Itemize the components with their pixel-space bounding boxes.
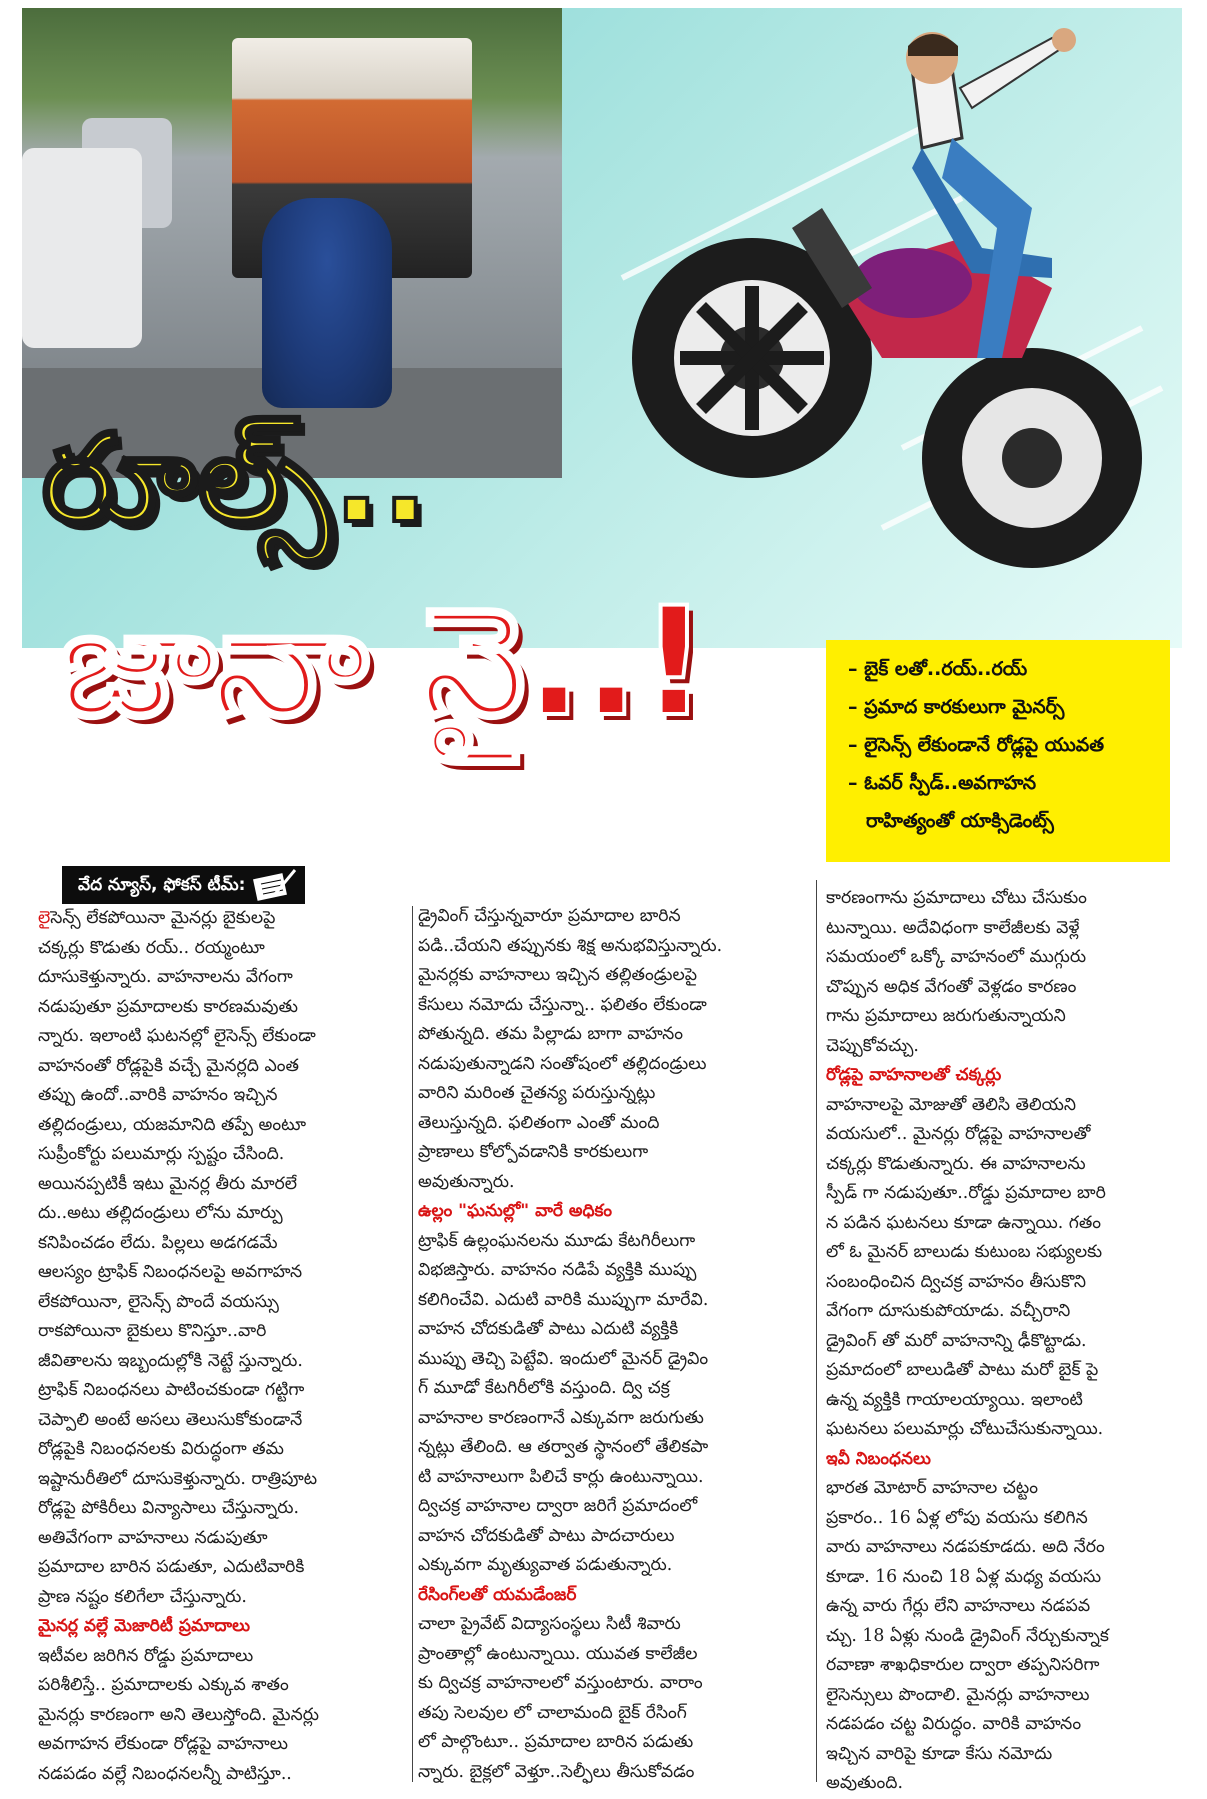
article-line: టున్నాయి. అదేవిధంగా కాలేజీలకు వెళ్లే — [826, 917, 1080, 938]
article-line: ఉన్న వారు గేర్లు లేని వాహనాలు నడపవ — [826, 1596, 1091, 1616]
article-line: కనిపించడం లేదు. పిల్లలు అడగడమే — [38, 1232, 278, 1253]
article-line: ద్విచక్ర వాహనాల ద్వారా జరిగే ప్రమాదంలో — [418, 1496, 698, 1516]
article-line: చాలా ప్రైవేట్ విద్యాసంస్థలు సిటీ శివారు — [418, 1614, 681, 1634]
article-line: వారిని మరింత చైతన్య పరుస్తున్నట్లు — [418, 1083, 656, 1103]
article-line: లైసెన్స్ లేకపోయినా మైనర్లు బైకులపై — [38, 908, 276, 928]
article-line: ఇచ్చిన వారిపై కూడా కేసు నమోదు — [826, 1743, 1053, 1764]
article-line: డ్రైవింగ్ చేస్తున్నవారూ ప్రమాదాల బారిన — [418, 906, 681, 926]
article-line: వారు వాహనాలు నడపకూడదు. అది నేరం — [826, 1537, 1105, 1557]
article-line: చక్కర్లు కొడుతున్నారు. ఈ వాహనాలను — [826, 1153, 1086, 1174]
article-column-3 — [826, 884, 1178, 1799]
article-line: చ్చు. 18 ఏళ్లు నుండి డ్రైవింగ్ నేర్చుకున్నాక — [826, 1625, 1109, 1646]
headline-line-2: జానా నై..! — [60, 576, 708, 750]
article-line: న్నారు. ఇలాంటి ఘటనల్లో లైసెన్స్ లేకుండా — [38, 1026, 316, 1046]
article-line: టి వాహనాలుగా పిలిచే కార్లు ఉంటున్నాయి. — [418, 1466, 704, 1487]
article-line: ప్రమాదంలో బాలుడితో పాటు మరో బైక్ పై — [826, 1360, 1099, 1380]
article-line: వాహన చోదకుడితో పాటు పాదచారులు — [418, 1525, 675, 1546]
writing-hand-icon — [253, 868, 299, 902]
article-line: తప్పు ఉందో..వారికి వాహనం ఇచ్చిన — [38, 1085, 278, 1105]
bullet-item: రాహిత్యంతో యాక్సిడెంట్స్ — [866, 810, 1054, 832]
article-line: నడపడం వల్లే నిబంధనలన్నీ పాటిస్తూ.. — [38, 1763, 292, 1784]
article-line: లేకపోయినా, లైసెన్స్ పొందే వయస్సు — [38, 1291, 279, 1312]
article-line: ఆలస్యం ట్రాఫిక్ నిబంధనలపై అవగాహన — [38, 1262, 303, 1282]
article-line: కేసులు నమోదు చేస్తున్నా.. ఫలితం లేకుండా — [418, 994, 707, 1015]
article-line: ఎక్కువగా మృత్యువాత పడుతున్నారు. — [418, 1555, 673, 1575]
byline — [62, 866, 305, 904]
subheading: ఉల్లం "ఘనుల్లో" వారే అధికం — [418, 1201, 612, 1221]
article-line: ప్రమాదాల బారిన పడుతూ, ఎదుటివారికి — [38, 1557, 305, 1577]
article-line: ప్రకారం.. 16 ఏళ్ల లోపు వయసు కలిగిన — [826, 1507, 1088, 1528]
article-line: చెప్పాలి అంటే అసలు తెలుసుకోకుండానే — [38, 1409, 303, 1430]
article-line: దూసుకెళ్తున్నారు. వాహనాలను వేగంగా — [38, 967, 293, 987]
article-line: ఇటీవల జరిగిన రోడ్డు ప్రమాదాలు — [38, 1645, 254, 1666]
column-divider — [816, 880, 817, 1782]
bike-stunt-illustration — [582, 28, 1182, 588]
car — [22, 148, 142, 348]
article-line: ఘటనలు పలుమార్లు చోటుచేసుకున్నాయి. — [826, 1419, 1104, 1439]
article-line: లో పాల్గొంటూ.. ప్రమాదాల బారిన పడుతు — [418, 1732, 694, 1752]
article-column-1 — [38, 904, 410, 1789]
article-line: పోతున్నది. తమ పిల్లాడు బాగా వాహనం — [418, 1024, 684, 1044]
article-line: లైసెన్సులు పొందాలి. మైనర్లు వాహనాలు — [826, 1684, 1090, 1705]
article-line: ఇష్టానురీతిలో దూసుకెళ్తున్నారు. రాత్రిపూట — [38, 1468, 318, 1489]
drop-cap: లై — [38, 908, 51, 928]
article-line: రోడ్లపై పోకిరీలు విన్యాసాలు చేస్తున్నారు. — [38, 1498, 299, 1518]
article-line: తెలుస్తున్నది. ఫలితంగా ఎంతో మంది — [418, 1112, 660, 1133]
hero-image — [22, 8, 1182, 648]
article-line: మైనర్లు కారణంగా అని తెలుస్తోంది. మైనర్లు — [38, 1704, 319, 1725]
article-line: వేగంగా దూసుకుపోయాడు. వచ్చీరాని — [826, 1301, 1071, 1321]
motorcycle-rider — [262, 198, 392, 408]
article-line: వాహనంతో రోడ్లపైకి వచ్చే మైనర్లది ఎంత — [38, 1055, 299, 1076]
article-line: తల్లిదండ్రులు, యజమానిది తప్పే అంటూ — [38, 1114, 306, 1135]
article-line: జీవితాలను ఇబ్బందుల్లోకి నెట్టే స్తున్నారు. — [38, 1350, 303, 1371]
article-line: చొప్పున అధిక వేగంతో వెళ్లడం కారణం — [826, 976, 1077, 997]
article-line: నడపడం చట్ట విరుద్ధం. వారికి వాహనం — [826, 1714, 1082, 1734]
bullet-item: – బైక్ లతో..రయ్..రయ్ — [848, 658, 1028, 680]
subheading: రేసింగ్‌లతో యమడేంజర్ — [418, 1584, 577, 1605]
bullet-item: – ప్రమాద కారకులుగా మైనర్స్ — [848, 696, 1065, 718]
article-line: ప్రాణాలు కోల్పోవడానికి కారకులుగా — [418, 1142, 649, 1162]
article-line: కూడా. 16 నుంచి 18 ఏళ్ల మధ్య వయసు — [826, 1566, 1102, 1587]
article-line: లో ఓ మైనర్ బాలుడు కుటుంబ సభ్యులకు — [826, 1242, 1103, 1262]
article-line: వాహనాల కారణంగానే ఎక్కువగా జరుగుతు — [418, 1407, 704, 1428]
article-line: సంబంధించిన ద్విచక్ర వాహనం తీసుకొని — [826, 1271, 1087, 1292]
article-line: న పడిన ఘటనలు కూడా ఉన్నాయి. గతం — [826, 1212, 1102, 1233]
headline-line-1: రూల్స్.. — [42, 408, 431, 550]
article-line: వాహన చోదకుడితో పాటు ఎదుటి వ్యక్తికి — [418, 1319, 679, 1339]
subheading: మైనర్ల వల్లే మెజారిటీ ప్రమాదాలు — [38, 1616, 251, 1636]
article-line: చెప్పుకోవచ్చు. — [826, 1035, 919, 1056]
article-line: దు..అటు తల్లిదండ్రులు లోను మార్పు — [38, 1203, 283, 1223]
article-line: ట్రాఫిక్ నిబంధనలు పాటించకుండా గట్టిగా — [38, 1380, 305, 1400]
article-line: సుప్రీంకోర్టు పలుమార్లు స్పష్టం చేసింది. — [38, 1144, 285, 1164]
article-line: చక్కర్లు కొడుతు రయ్.. రయ్మంటూ — [38, 937, 265, 958]
article-line: వయసులో.. మైనర్లు రోడ్లపై వాహనాలతో — [826, 1124, 1091, 1144]
article-line: గ్ మూడో కేటగిరీలోకి వస్తుంది. ద్వి చక్ర — [418, 1378, 670, 1398]
article-line: న్నట్లు తేలింది. ఆ తర్వాత స్థానంలో తేలికపా — [418, 1437, 709, 1457]
article-line: పరిశీలిస్తే.. ప్రమాదాలకు ఎక్కువ శాతం — [38, 1675, 289, 1695]
article-line: కలిగించేవి. ఎదుటి వారికి ముప్పుగా మారేవి. — [418, 1289, 709, 1310]
byline-text: వేద న్యూస్, ఫోకస్ టీమ్: — [78, 875, 246, 895]
article-line: విభజిస్తారు. వాహనం నడిపే వ్యక్తికి ముప్పు — [418, 1260, 697, 1280]
article-line: వాహనాలపై మోజుతో తెలిసి తెలియని — [826, 1094, 1077, 1115]
article-line: ప్రాంతాల్లో ఉంటున్నాయి. యువత కాలేజీల — [418, 1643, 698, 1664]
article-line: స్పీడ్ గా నడుపుతూ..రోడ్డు ప్రమాదాల బారి — [826, 1183, 1106, 1203]
bullet-item: – ఓవర్ స్పీడ్..అవగాహన — [848, 772, 1037, 794]
article-line: నడుపుతూ ప్రమాదాలకు కారణమవుతు — [38, 996, 298, 1017]
article-line: ట్రాఫిక్ ఉల్లంఘనలను మూడు కేటగిరీలుగా — [418, 1230, 696, 1251]
article-line: న్నారు. బైక్లలో వెళ్తూ..సెల్ఫీలు తీసుకోవడం — [418, 1761, 695, 1782]
article-line: అతివేగంగా వాహనాలు నడుపుతూ — [38, 1527, 268, 1548]
article-line: రోడ్లపైకి నిబంధనలకు విరుద్ధంగా తమ — [38, 1439, 284, 1459]
article-line: అయినప్పటికీ ఇటు మైనర్ల తీరు మారలే — [38, 1173, 298, 1194]
article-line: అవగాహన లేకుండా రోడ్లపై వాహనాలు — [38, 1734, 288, 1754]
bullet-item: – లైసెన్స్ లేకుండానే రోడ్లపై యువత — [848, 734, 1105, 756]
highlight-box — [826, 640, 1170, 862]
article-line: డ్రైవింగ్ తో మరో వాహనాన్ని ఢీకొట్టాడు. — [826, 1330, 1087, 1351]
article-line: గాను ప్రమాదాలు జరుగుతున్నాయని — [826, 1006, 1066, 1026]
subheading: ఇవీ నిబంధనలు — [826, 1448, 931, 1469]
article-line: నడుపుతున్నాడని సంతోషంలో తల్లిదండ్రులు — [418, 1053, 707, 1074]
column-divider — [412, 906, 413, 1782]
article-line: కు ద్విచక్ర వాహనాలలో వస్తుంటారు. వారాం — [418, 1673, 703, 1693]
article-line: ప్రాణ నష్టం కలిగేలా చేస్తున్నారు. — [38, 1586, 247, 1607]
article-line: రవాణా శాఖధికారుల ద్వారా తప్పనిసరిగా — [826, 1655, 1100, 1675]
article-line: సమయంలో ఒక్కో వాహనంలో ముగ్గురు — [826, 947, 1087, 967]
article-line: అవుతున్నారు. — [418, 1171, 515, 1192]
article-line: కారణంగాను ప్రమాదాలు చోటు చేసుకుం — [826, 888, 1087, 908]
article-line: పడి..చేయని తప్పునకు శిక్ష అనుభవిస్తున్నారు. — [418, 935, 723, 956]
article-line: రాకపోయినా బైకులు కొనిస్తూ..వారి — [38, 1321, 267, 1341]
article-column-2 — [418, 902, 810, 1787]
article-line: అవుతుంది. — [826, 1773, 903, 1793]
article-line: భారత మోటార్ వాహనాల చట్టం — [826, 1478, 1038, 1498]
subheading: రోడ్లపై వాహనాలతో చక్కర్లు — [826, 1065, 1002, 1085]
article-line: తపు సెలవుల లో చాలామంది బైక్ రేసింగ్ — [418, 1702, 687, 1723]
article-line: ఉన్న వ్యక్తికి గాయాలయ్యాయి. ఇలాంటి — [826, 1389, 1083, 1410]
article-line: మైనర్లకు వాహనాలు ఇచ్చిన తల్లితండ్రులపై — [418, 965, 698, 985]
article-line: ముప్పు తెచ్చి పెట్టేవి. ఇందులో మైనర్ డ్రైవిం — [418, 1348, 709, 1369]
